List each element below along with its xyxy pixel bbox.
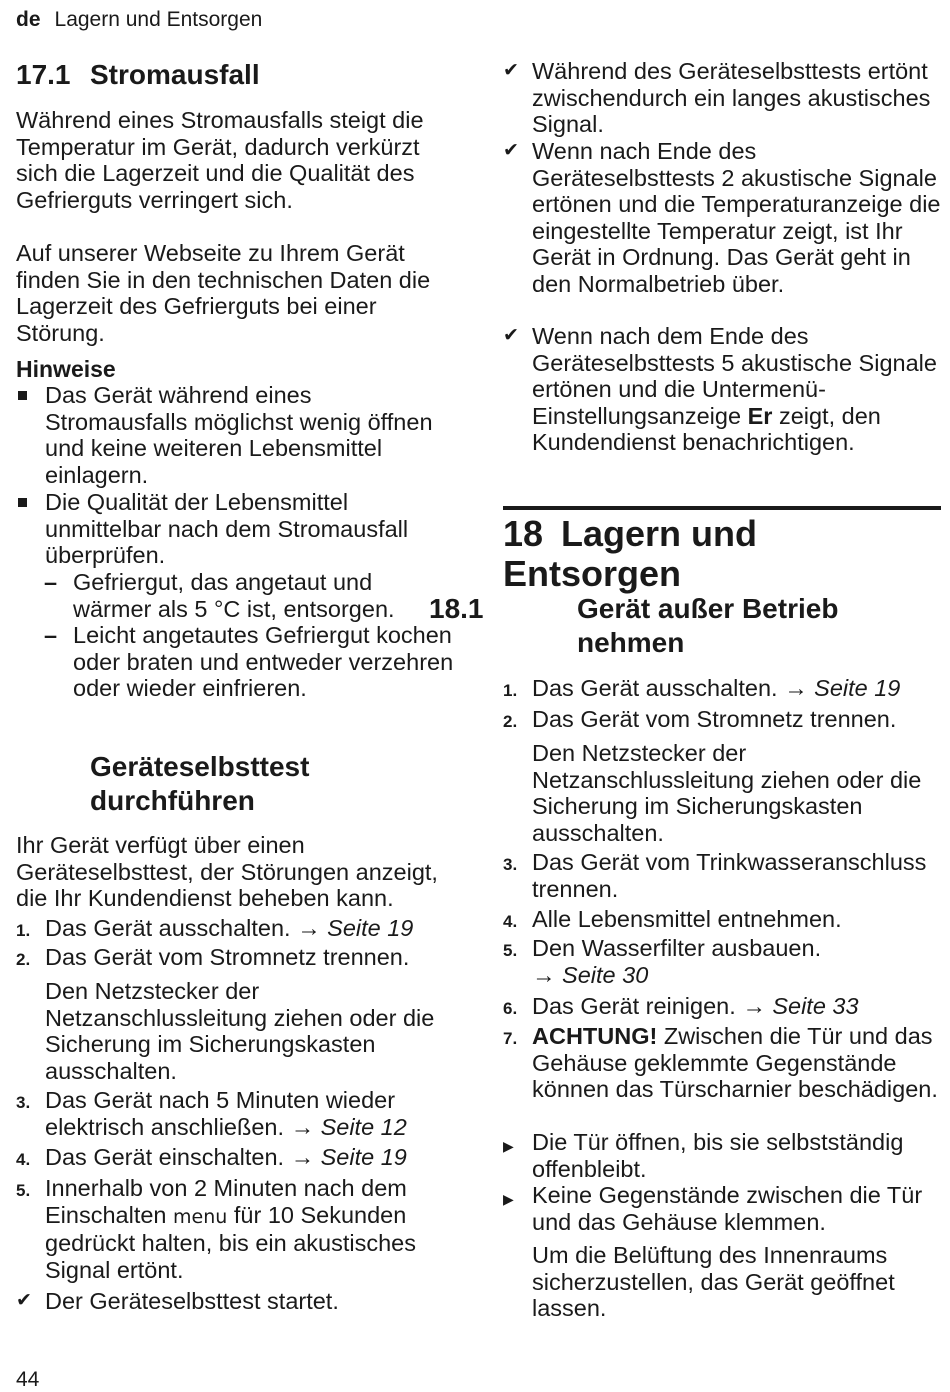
step-number: 3.: [16, 1093, 31, 1112]
error-code-display: Er: [747, 402, 773, 429]
hinweis-item: Die Qualität der Lebensmittel unmittelbar nach dem Stromausfall überprüfen.: [45, 489, 409, 568]
step-detail: Den Netzstecker der Netzanschlussleitung ziehen oder die Sicherung im Sicherungskasten ausschalten.: [45, 978, 435, 1084]
section-number: [16, 750, 90, 784]
heading-18: [503, 514, 941, 594]
checkmark-icon: ✔: [503, 325, 519, 346]
step-item: 4. Das Gerät einschalten. → Seite 19: [16, 1144, 456, 1171]
arrow-right-icon: →: [297, 915, 321, 941]
step-number: 5.: [16, 1181, 31, 1200]
step-item: 3. Das Gerät vom Trinkwasseranschluss trennen.: [503, 849, 927, 902]
step-number: 1.: [16, 921, 31, 940]
step-detail: Den Netzstecker der Netzanschlussleitung ziehen oder die Sicherung im Sicherungskasten ausschalten.: [532, 740, 922, 846]
paragraph-power-outage: Während eines Stromausfalls steigt die Temperatur im Gerät, dadurch verkürzt sich die Lagerzeit und die Qualität des Gefrierguts verringert sich.: [16, 107, 424, 213]
chapter-divider: [503, 506, 941, 510]
paragraph-selftest-intro: Ihr Gerät verfügt über einen Geräteselbsttest, der Störungen anzeigt, die Ihr Kundendienst beheben kann.: [16, 832, 438, 911]
step-number: 5.: [503, 941, 518, 960]
page-reference[interactable]: Seite 33: [772, 993, 859, 1019]
step-item: 5. Den Wasserfilter ausbauen. → Seite 30: [503, 935, 822, 988]
step-number: 1.: [503, 681, 518, 700]
step-number: 6.: [503, 999, 518, 1018]
triangle-bullet-icon: ▶: [503, 1138, 514, 1154]
sub-item: – Gefriergut, das angetaut und wärmer als 5 °C ist, entsorgen.: [44, 569, 395, 622]
section-title: Stromausfall: [90, 59, 260, 90]
result-item: ✔ Der Geräteselbsttest startet.: [16, 1288, 339, 1314]
paragraph-website-info: Auf unserer Webseite zu Ihrem Gerät finden Sie in den technischen Daten die Lagerzeit des Gefrierguts bei einer Störung.: [16, 240, 431, 346]
hinweis-item: Das Gerät während eines Stromausfalls möglichst wenig öffnen und keine weiteren Lebensmittel einlagern.: [45, 382, 433, 488]
page-reference[interactable]: Seite 19: [814, 675, 901, 701]
checkmark-icon: ✔: [503, 60, 519, 81]
step-item: 1. Das Gerät ausschalten. → Seite 19: [503, 675, 941, 702]
checkmark-icon: ✔: [503, 140, 519, 161]
section-title: Gerät außer Betrieb nehmen: [577, 593, 839, 658]
chapter-number: 18: [503, 513, 544, 554]
heading-17-1: [16, 58, 456, 92]
action-item: ▶ Die Tür öffnen, bis sie selbstständig offenbleibt.: [503, 1129, 904, 1182]
step-item: 2. Das Gerät vom Stromnetz trennen.: [503, 706, 941, 733]
arrow-right-icon: →: [784, 675, 808, 701]
result-item: ✔ Wenn nach dem Ende des Geräteselbsttests 5 akustische Signale ertönen und die Untermenü-Einstellungsanzeige Er zeigt, den Kundendienst benachrichtigen.: [503, 323, 937, 455]
step-number: 3.: [503, 855, 518, 874]
chapter-title: Lagern und Entsorgen: [503, 513, 757, 594]
arrow-right-icon: →: [742, 993, 766, 1019]
menu-key: menu: [173, 1205, 228, 1228]
section-number: 17.1: [16, 59, 71, 90]
arrow-right-icon: →: [532, 961, 556, 988]
page-number: 44: [16, 1368, 40, 1391]
step-item: 2. Das Gerät vom Stromnetz trennen.: [16, 944, 456, 971]
sub-item: – Leicht angetautes Gefriergut kochen oder braten und entweder verzehren oder wieder einfrieren.: [44, 622, 454, 701]
page-reference[interactable]: Seite 19: [320, 1144, 407, 1170]
action-item: ▶ Keine Gegenstände zwischen die Tür und das Gehäuse klemmen.: [503, 1182, 923, 1235]
step-item: 3. Das Gerät nach 5 Minuten wieder elektrisch anschließen. → Seite 12: [16, 1087, 407, 1140]
language-code: de: [16, 8, 41, 31]
result-item: ✔ Wenn nach Ende des Geräteselbsttests 2 akustische Signale ertönen und die Temperaturanzeige die eingestellte Temperatur zeigt, ist Ihr Gerät in Ordnung. Das Gerät geht in den Normalbetrieb über.: [503, 138, 941, 297]
checkmark-icon: ✔: [16, 1290, 32, 1311]
warning-label: ACHTUNG!: [532, 1023, 658, 1049]
arrow-right-icon: →: [290, 1144, 315, 1170]
step-item: 1. Das Gerät ausschalten. → Seite 19: [16, 915, 456, 942]
dash-icon: –: [44, 622, 58, 648]
final-note: Um die Belüftung des Innenraums sicherzustellen, das Gerät geöffnet lassen.: [532, 1242, 895, 1321]
step-number: 4.: [503, 912, 518, 931]
header-title: Lagern und Entsorgen: [54, 8, 263, 31]
dash-icon: –: [44, 569, 58, 595]
heading-17-2: [16, 750, 448, 818]
step-number: 4.: [16, 1150, 31, 1169]
step-number: 7.: [503, 1029, 518, 1048]
heading-18-1: [429, 592, 941, 660]
page-header: [16, 8, 262, 32]
hinweise-title: Hinweise: [16, 356, 116, 382]
step-item: 7. ACHTUNG! Zwischen die Tür und das Gehäuse geklemmte Gegenstände können das Türscharnier beschädigen.: [503, 1023, 938, 1102]
step-number: 2.: [503, 712, 518, 731]
arrow-right-icon: →: [290, 1113, 315, 1140]
section-title: Geräteselbsttest durchführen: [90, 751, 310, 816]
result-item: ✔ Während des Geräteselbsttests ertönt zwischendurch ein langes akustisches Signal.: [503, 58, 931, 137]
triangle-bullet-icon: ▶: [503, 1191, 514, 1207]
step-item: 6. Das Gerät reinigen. → Seite 33: [503, 993, 941, 1020]
step-number: 2.: [16, 950, 31, 969]
step-item: 4. Alle Lebensmittel entnehmen.: [503, 906, 941, 933]
page-reference[interactable]: Seite 12: [320, 1113, 407, 1140]
page-reference[interactable]: Seite 30: [562, 961, 649, 988]
section-number: 18.1: [429, 593, 484, 624]
page-reference[interactable]: Seite 19: [327, 915, 414, 941]
step-item: 5. Innerhalb von 2 Minuten nach dem Einschalten menu für 10 Sekunden gedrückt halten, bis ein akustisches Signal ertönt.: [16, 1175, 416, 1283]
